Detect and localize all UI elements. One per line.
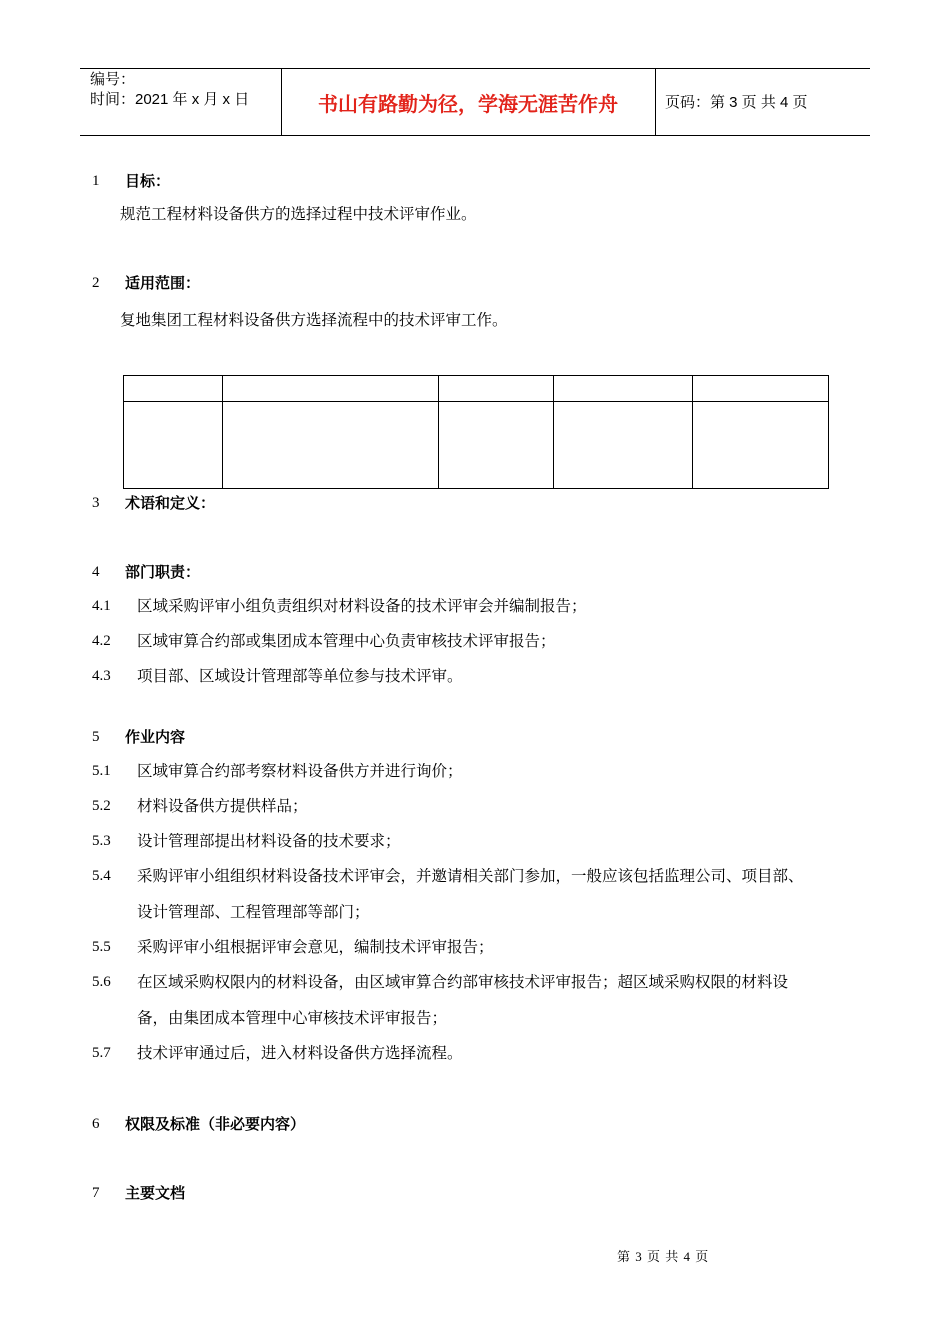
list-item-number: 5.2 bbox=[92, 798, 111, 814]
table-cell bbox=[439, 402, 554, 489]
list-item: 采购评审小组根据评审会意见，编制技术评审报告； bbox=[137, 938, 494, 956]
section-body: 规范工程材料设备供方的选择过程中技术评审作业。 bbox=[120, 205, 477, 223]
list-item: 区域审算合约部或集团成本管理中心负责审核技术评审报告； bbox=[137, 632, 556, 650]
section-title-terms: 术语和定义： bbox=[125, 494, 216, 512]
section-number: 6 bbox=[92, 1116, 100, 1132]
table-cell bbox=[223, 376, 439, 402]
list-item-number: 4.2 bbox=[92, 633, 111, 649]
table-cell bbox=[124, 402, 223, 489]
list-item: 区域审算合约部考察材料设备供方并进行询价； bbox=[137, 762, 463, 780]
header-divider-right bbox=[655, 68, 656, 135]
section-title-objective: 目标： bbox=[125, 172, 171, 190]
section-number: 5 bbox=[92, 729, 100, 745]
section-title-documents: 主要文档 bbox=[125, 1184, 186, 1202]
header-bottom-rule bbox=[80, 135, 870, 136]
section-number: 3 bbox=[92, 495, 100, 511]
section-title-work-content: 作业内容 bbox=[125, 728, 186, 746]
table-cell bbox=[693, 376, 829, 402]
list-item: 技术评审通过后，进入材料设备供方选择流程。 bbox=[137, 1044, 463, 1062]
section-number: 4 bbox=[92, 564, 100, 580]
list-item-continuation: 备，由集团成本管理中心审核技术评审报告； bbox=[137, 1009, 448, 1027]
table-cell bbox=[223, 402, 439, 489]
footer-page-number: 第 3 页 共 4 页 bbox=[617, 1249, 709, 1264]
blank-table bbox=[123, 375, 829, 489]
header-top-rule bbox=[80, 68, 870, 69]
list-item: 在区域采购权限内的材料设备，由区域审算合约部审核技术评审报告；超区域采购权限的材料设 bbox=[137, 973, 789, 991]
table-cell bbox=[439, 376, 554, 402]
table-row bbox=[124, 402, 829, 489]
section-body: 复地集团工程材料设备供方选择流程中的技术评审工作。 bbox=[120, 311, 508, 329]
section-title-scope: 适用范围： bbox=[125, 274, 201, 292]
document-number-label: 编号： bbox=[90, 71, 136, 88]
section-number: 1 bbox=[92, 173, 100, 189]
list-item-number: 5.6 bbox=[92, 974, 111, 990]
list-item-number: 5.1 bbox=[92, 763, 111, 779]
header-motto: 书山有路勤为径，学海无涯苦作舟 bbox=[318, 92, 618, 116]
list-item: 区域采购评审小组负责组织对材料设备的技术评审会并编制报告； bbox=[137, 597, 587, 615]
list-item: 设计管理部提出材料设备的技术要求； bbox=[137, 832, 401, 850]
list-item: 采购评审小组组织材料设备技术评审会，并邀请相关部门参加，一般应该包括监理公司、项目部、 bbox=[137, 867, 804, 885]
table-row bbox=[124, 376, 829, 402]
list-item-number: 4.1 bbox=[92, 598, 111, 614]
section-number: 2 bbox=[92, 275, 100, 291]
table-cell bbox=[693, 402, 829, 489]
list-item-number: 5.5 bbox=[92, 939, 111, 955]
section-number: 7 bbox=[92, 1185, 100, 1201]
list-item-number: 5.3 bbox=[92, 833, 111, 849]
table-cell bbox=[124, 376, 223, 402]
list-item: 材料设备供方提供样品； bbox=[137, 797, 308, 815]
list-item-number: 5.4 bbox=[92, 868, 111, 884]
section-title-authority: 权限及标准（非必要内容） bbox=[125, 1115, 306, 1133]
table-cell bbox=[554, 376, 693, 402]
list-item-continuation: 设计管理部、工程管理部等部门； bbox=[137, 903, 370, 921]
document-date: 时间：2021 年 x 月 x 日 bbox=[90, 91, 250, 108]
header-page-info: 页码：第 3 页 共 4 页 bbox=[665, 94, 808, 111]
list-item-number: 5.7 bbox=[92, 1045, 111, 1061]
table-cell bbox=[554, 402, 693, 489]
section-title-responsibilities: 部门职责： bbox=[125, 563, 201, 581]
list-item: 项目部、区域设计管理部等单位参与技术评审。 bbox=[137, 667, 463, 685]
list-item-number: 4.3 bbox=[92, 668, 111, 684]
